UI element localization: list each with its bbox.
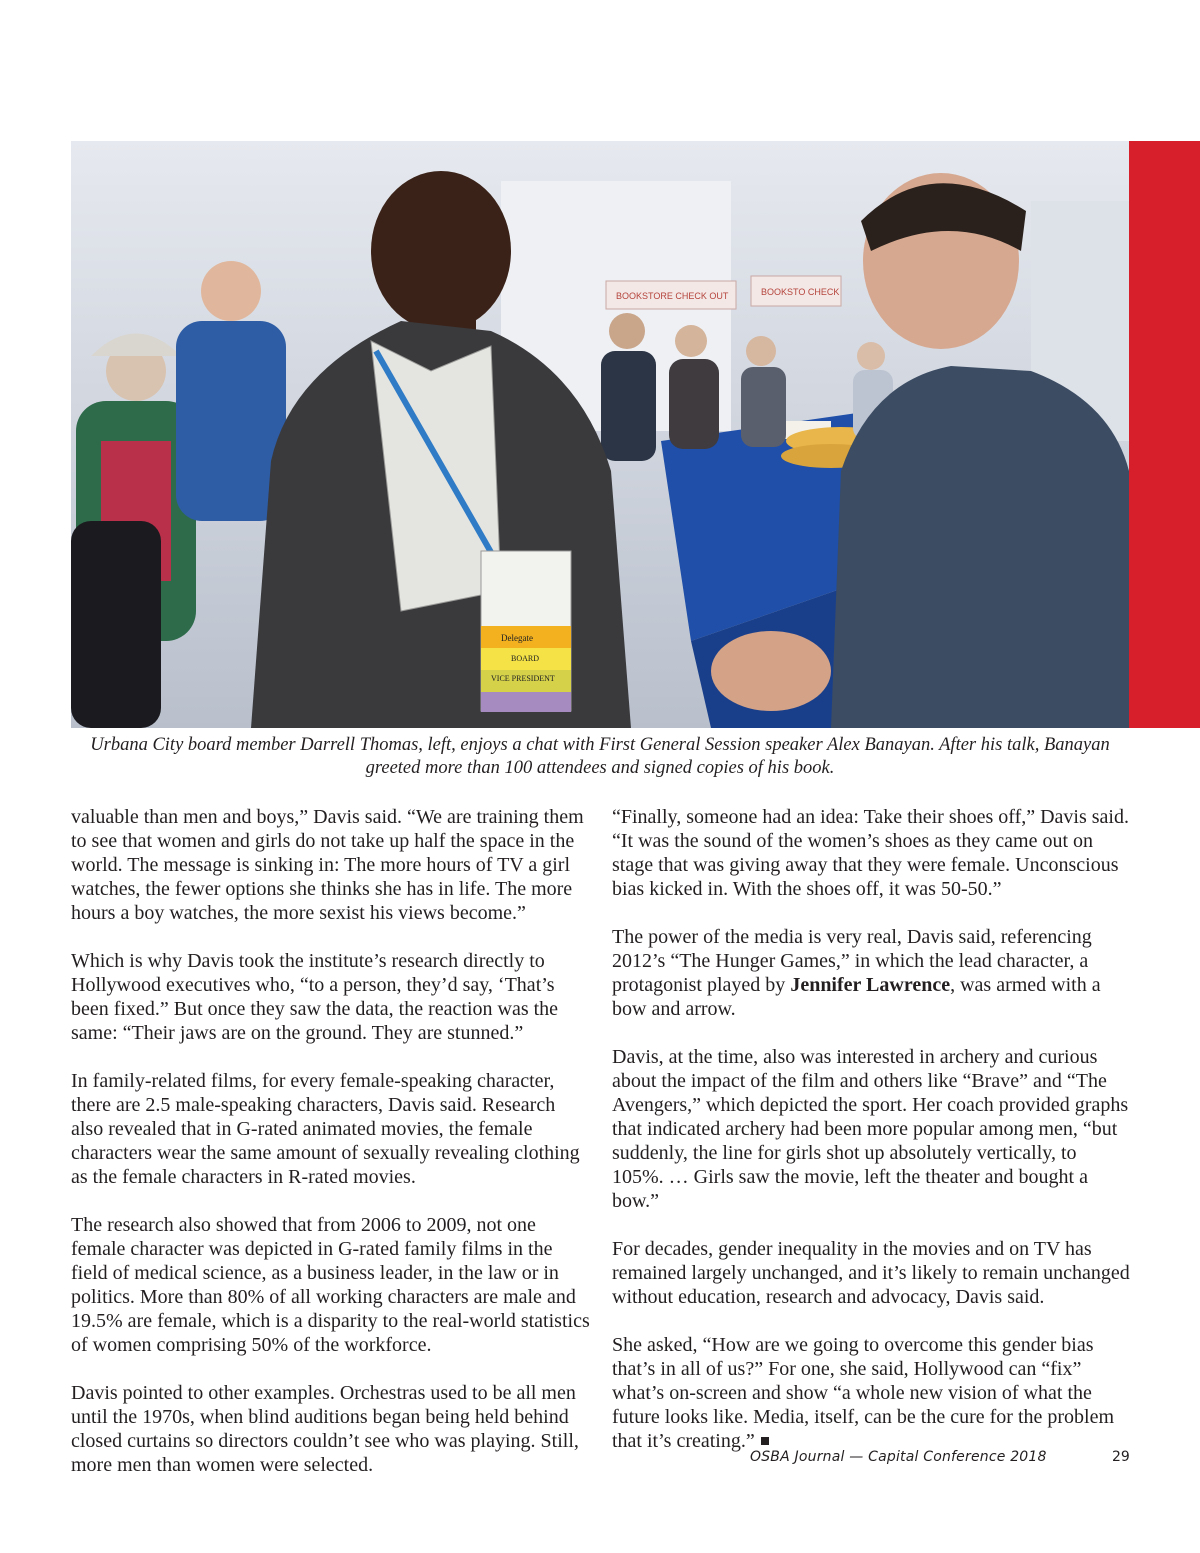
paragraph-text: She asked, “How are we going to overcome this gender bias that’s in all of us?” For one, she said, Hollywood can “fix” what’s on-screen and show “a whole new vision of what the future looks like. Media, itself, can be the cure for the problem that it’s creating.” xyxy=(612,1334,1115,1452)
paragraph: Davis pointed to other examples. Orchestras used to be all men until the 1970s, when blind auditions began being held behind closed curtains so directors couldn’t see who was playing. Still, more men than women were selected. xyxy=(71,1382,579,1476)
bold-name: Jennifer Lawrence xyxy=(790,974,951,996)
paragraph xyxy=(612,1333,1132,1453)
caption-line-1: Urbana City board member Darrell Thomas, left, enjoys a chat with First General Session speaker Alex Banayan. After his talk, Banayan xyxy=(90,735,1110,755)
caption-line-2: greeted more than 100 attendees and signed copies of his book. xyxy=(365,758,835,778)
paragraph xyxy=(612,925,1132,1021)
paragraph: The research also showed that from 2006 to 2009, not one female character was depicted in G-rated family films in the field of medical science, as a business leader, in the law or in politics. More than 80% of all working characters are male and 19.5% are female, which is a disparity to the real-world statistics of women comprising 50% of the workforce. xyxy=(71,1214,590,1356)
end-of-article-mark xyxy=(761,1437,769,1445)
booth-sign-left: BOOKSTORE CHECK OUT xyxy=(616,291,729,301)
left-column xyxy=(71,805,591,1501)
footer-page-number: 29 xyxy=(1112,1449,1130,1465)
red-edge-tab xyxy=(1129,141,1200,728)
right-column xyxy=(612,805,1132,1477)
footer-publication-title: OSBA Journal — Capital Conference 2018 xyxy=(750,1449,1047,1465)
paragraph: Davis, at the time, also was interested in archery and curious about the impact of the film and others like “Brave” and “The Avengers,” which depicted the sport. Her coach provided graphs that indicated archery had been more popular among men, “but suddenly, the line for girls shot up absolutely vertically, to 105%. … Girls saw the movie, left the theater and bought a bow.” xyxy=(612,1046,1129,1212)
paragraph: valuable than men and boys,” Davis said. “We are training them to see that women and girls do not take up half the space in the world. The message is sinking in: The more hours of TV a girl watches, the fewer options she thinks she has in life. The more hours a boy watches, the more sexist his views become.” xyxy=(71,806,584,924)
paragraph-text: , was armed with a bow and arrow. xyxy=(612,974,1101,1020)
paragraph-text: The power of the media is very real, Davis said, referencing 2012’s “The Hunger Games,” in which the lead character, a protagonist played by xyxy=(612,926,1092,996)
badge-line-1: Delegate xyxy=(501,633,533,643)
paragraph: “Finally, someone had an idea: Take their shoes off,” Davis said. “It was the sound of the women’s shoes as they came out on stage that was giving away that they were female. Unconscious bias kicked in. With the shoes off, it was 50-50.” xyxy=(612,806,1129,900)
badge-line-2: BOARD xyxy=(511,654,540,663)
photo-caption xyxy=(71,734,1129,780)
paragraph: For decades, gender inequality in the movies and on TV has remained largely unchanged, and it’s likely to remain unchanged without education, research and advocacy, Davis said. xyxy=(612,1238,1130,1308)
paragraph: In family-related films, for every female-speaking character, there are 2.5 male-speaking characters, Davis said. Research also revealed that in G-rated animated movies, the female characters wear the same amount of sexually revealing clothing as the female characters in R-rated movies. xyxy=(71,1070,580,1188)
conference-photo-illustration xyxy=(71,141,1129,728)
badge-line-3: VICE PRESIDENT xyxy=(491,674,555,683)
booth-sign-right: BOOKSTO CHECK xyxy=(761,287,840,297)
article-photo xyxy=(71,141,1129,728)
paragraph: Which is why Davis took the institute’s research directly to Hollywood executives who, “to a person, they’d say, ‘That’s been fixed.” But once they saw the data, the reaction was the same: “Their jaws are on the ground. They are stunned.” xyxy=(71,950,559,1044)
